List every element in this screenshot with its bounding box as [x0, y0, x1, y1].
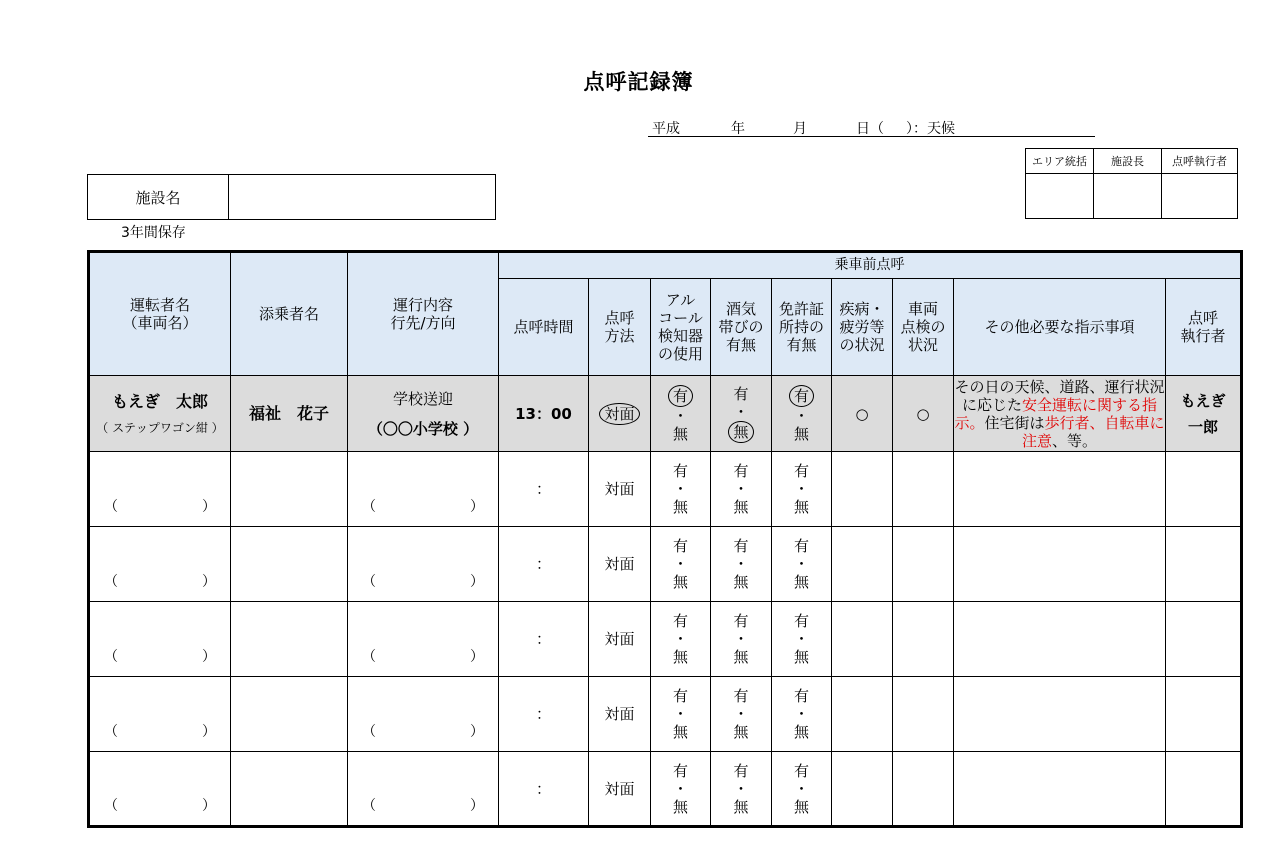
alcohol-cell[interactable]: 有 ・ 無	[651, 452, 711, 527]
drinking-cell[interactable]: 有 ・ 無	[711, 752, 772, 827]
example-driver-cell[interactable]: もえぎ 太郎 （ ステップワゴン紺 ）	[89, 376, 231, 452]
time-cell[interactable]: ：	[499, 602, 589, 677]
circled-no: 無	[728, 421, 753, 443]
example-row	[89, 376, 1242, 452]
retention-note: 3年間保存	[121, 225, 186, 241]
time-cell[interactable]: ：	[499, 752, 589, 827]
vehicle-cell[interactable]	[893, 752, 954, 827]
example-instructions-cell[interactable]: その日の天候、道路、運行状況に応じた安全運転に関する指示。住宅街は歩行者、自転車に注意、等。	[954, 377, 1165, 450]
route-cell[interactable]: （ ）	[348, 677, 499, 752]
illness-cell[interactable]	[832, 752, 893, 827]
executor-cell[interactable]	[1166, 527, 1242, 602]
example-route-cell[interactable]: 学校送迎 （〇〇小学校 ）	[348, 376, 499, 452]
route-cell[interactable]: （ ）	[348, 752, 499, 827]
header-time: 点呼時間	[499, 279, 589, 376]
driver-cell[interactable]: （ ）	[89, 677, 231, 752]
method-cell[interactable]: 対面	[589, 602, 651, 677]
attendant-cell[interactable]	[231, 452, 348, 527]
drinking-cell[interactable]: 有 ・ 無	[711, 527, 772, 602]
license-cell[interactable]: 有 ・ 無	[772, 677, 832, 752]
header-illness: 疾病・ 疲労等 の状況	[832, 279, 893, 376]
executor-cell[interactable]	[1166, 752, 1242, 827]
alcohol-cell[interactable]: 有 ・ 無	[651, 602, 711, 677]
instructions-cell[interactable]	[954, 752, 1166, 827]
instructions-cell[interactable]	[954, 527, 1166, 602]
approval-header-director: 施設長	[1094, 149, 1162, 174]
date-era: 平成	[652, 121, 680, 137]
example-alcohol-cell[interactable]: 有 ・ 無	[651, 376, 711, 452]
illness-cell[interactable]	[832, 677, 893, 752]
attendant-cell[interactable]	[231, 602, 348, 677]
example-attendant-cell[interactable]: 福祉 花子	[231, 376, 348, 452]
approval-stamp-executor[interactable]	[1162, 174, 1238, 219]
example-vehicle-cell[interactable]: ○	[893, 376, 954, 452]
time-cell[interactable]: ：	[499, 677, 589, 752]
example-illness-cell[interactable]: ○	[832, 376, 893, 452]
example-time-cell[interactable]: 13：00	[499, 376, 589, 452]
example-executor-cell[interactable]: もえぎ 一郎	[1166, 376, 1242, 452]
attendant-cell[interactable]	[231, 677, 348, 752]
facility-label: 施設名	[88, 175, 229, 220]
table-row	[89, 527, 1242, 602]
route-cell[interactable]: （ ）	[348, 452, 499, 527]
header-driver: 運転者名 （車両名）	[89, 252, 231, 376]
instructions-cell[interactable]	[954, 677, 1166, 752]
time-cell[interactable]: ：	[499, 527, 589, 602]
circled-method: 対面	[599, 403, 639, 425]
header-attendant: 添乗者名	[231, 252, 348, 376]
drinking-cell[interactable]: 有 ・ 無	[711, 602, 772, 677]
example-method-cell[interactable]	[589, 376, 651, 452]
illness-cell[interactable]	[832, 602, 893, 677]
approval-header-area: エリア統括	[1026, 149, 1094, 174]
driver-cell[interactable]: （ ）	[89, 452, 231, 527]
header-pre-ride-group: 乗車前点呼	[499, 252, 1242, 279]
alcohol-cell[interactable]: 有 ・ 無	[651, 677, 711, 752]
header-license: 免許証 所持の 有無	[772, 279, 832, 376]
header-route: 運行内容 行先/方向	[348, 252, 499, 376]
table-row	[89, 452, 1242, 527]
vehicle-cell[interactable]	[893, 602, 954, 677]
example-license-cell[interactable]: 有 ・ 無	[772, 376, 832, 452]
alcohol-cell[interactable]: 有 ・ 無	[651, 527, 711, 602]
method-cell[interactable]: 対面	[589, 452, 651, 527]
circled-yes: 有	[789, 385, 814, 407]
header-method: 点呼 方法	[589, 279, 651, 376]
vehicle-cell[interactable]	[893, 527, 954, 602]
table-row	[89, 677, 1242, 752]
route-cell[interactable]: （ ）	[348, 527, 499, 602]
approval-stamp-director[interactable]	[1094, 174, 1162, 219]
alcohol-cell[interactable]: 有 ・ 無	[651, 752, 711, 827]
date-weather: ）：天候	[906, 121, 955, 137]
method-cell[interactable]: 対面	[589, 752, 651, 827]
date-day: 日（	[856, 121, 884, 137]
date-month: 月	[793, 121, 807, 137]
vehicle-cell[interactable]	[893, 677, 954, 752]
header-instructions: その他必要な指示事項	[954, 279, 1166, 376]
date-year: 年	[731, 121, 745, 137]
executor-cell[interactable]	[1166, 602, 1242, 677]
license-cell[interactable]: 有 ・ 無	[772, 602, 832, 677]
header-drinking: 酒気 帯びの 有無	[711, 279, 772, 376]
circled-yes: 有	[668, 385, 693, 407]
date-weather-line[interactable]	[648, 116, 1095, 137]
roll-call-table	[87, 250, 1243, 828]
method-cell[interactable]: 対面	[589, 527, 651, 602]
license-cell[interactable]: 有 ・ 無	[772, 527, 832, 602]
table-row	[89, 752, 1242, 827]
attendant-cell[interactable]	[231, 527, 348, 602]
approval-header-executor: 点呼執行者	[1162, 149, 1238, 174]
license-cell[interactable]: 有 ・ 無	[772, 452, 832, 527]
header-alcohol-detector: アル コール 検知器 の使用	[651, 279, 711, 376]
driver-cell[interactable]: （ ）	[89, 527, 231, 602]
table-row	[89, 602, 1242, 677]
illness-cell[interactable]	[832, 527, 893, 602]
illness-cell[interactable]	[832, 452, 893, 527]
executor-cell[interactable]	[1166, 452, 1242, 527]
facility-name-table	[87, 174, 496, 220]
instructions-cell[interactable]	[954, 452, 1166, 527]
route-cell[interactable]: （ ）	[348, 602, 499, 677]
driver-cell[interactable]: （ ）	[89, 602, 231, 677]
attendant-cell[interactable]	[231, 752, 348, 827]
drinking-cell[interactable]: 有 ・ 無	[711, 452, 772, 527]
example-drinking-cell[interactable]: 有 ・ 無	[711, 376, 772, 452]
driver-cell[interactable]: （ ）	[89, 752, 231, 827]
approval-stamp-area[interactable]	[1026, 174, 1094, 219]
facility-name-field[interactable]	[229, 175, 496, 220]
approval-stamp-table	[1025, 148, 1238, 219]
vehicle-cell[interactable]	[893, 452, 954, 527]
executor-cell[interactable]	[1166, 677, 1242, 752]
header-executor: 点呼 執行者	[1166, 279, 1242, 376]
method-cell[interactable]: 対面	[589, 677, 651, 752]
drinking-cell[interactable]: 有 ・ 無	[711, 677, 772, 752]
license-cell[interactable]: 有 ・ 無	[772, 752, 832, 827]
time-cell[interactable]: ：	[499, 452, 589, 527]
instructions-cell[interactable]	[954, 602, 1166, 677]
page-title: 点呼記録簿	[583, 70, 694, 94]
header-vehicle-check: 車両 点検の 状況	[893, 279, 954, 376]
